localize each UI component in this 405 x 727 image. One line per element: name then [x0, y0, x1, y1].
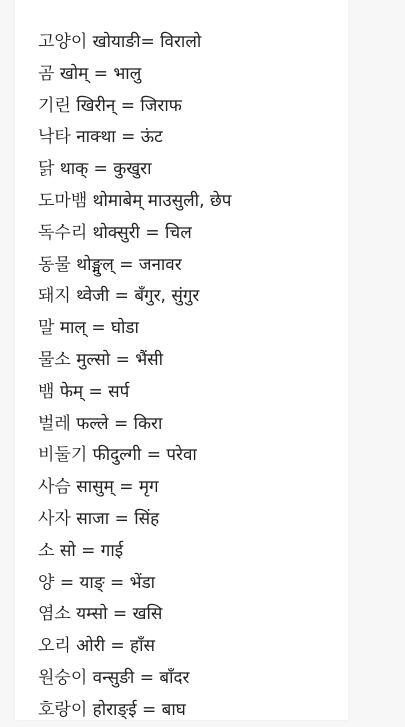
vocab-item: 말 माल् = घोडा: [38, 318, 139, 339]
vocab-item: 원숭이 वन्सुङी = बाँदर: [38, 667, 190, 688]
vocab-item: 벌레 फल्ले = किरा: [38, 413, 163, 434]
vocab-item: 물소 मुल्सो = भैंसी: [38, 349, 164, 370]
vocab-item: 기린 खिरीन् = जिराफ: [38, 95, 182, 116]
vocab-item: 염소 यम्सो = खसि: [38, 604, 163, 625]
vocab-item: 동물 थोङ्मुल् = जनावर: [38, 254, 182, 275]
vocab-item: 오리 ओरी = हाँस: [38, 636, 155, 657]
document-page: [15, 0, 348, 720]
vocab-item: 낙타 नाक्था = ऊंट: [38, 127, 163, 148]
vocab-item: 비둘기 फीदुल्गी = परेवा: [38, 445, 197, 466]
vocab-item: 뱀 फेम् = सर्प: [38, 381, 130, 402]
vocab-item: 호랑이 होराङ्ई = बाघ: [38, 699, 186, 720]
vocab-item: 고양이 खोयाङी= विरालो: [38, 32, 202, 52]
vocab-item: 도마뱀 थोमाबेम् माउसुली, छेप: [38, 190, 232, 211]
vocab-item: 곰 खोम् = भालु: [38, 63, 142, 84]
vocab-item: 닭 थाक् = कुखुरा: [38, 159, 152, 180]
vocab-item: 소 सो = गाई: [38, 540, 124, 561]
vocab-item: 독수리 थोक्सुरी = चिल: [38, 222, 192, 243]
vocab-item: 양 = याङ् = भेंडा: [38, 572, 156, 593]
vocab-item: 돼지 थ्वेजी = बँगुर, सुंगुर: [38, 286, 200, 307]
vocab-item: 사자 साजा = सिंह: [38, 508, 160, 529]
vocab-item: 사슴 सासुम् = मृग: [38, 477, 159, 498]
vocabulary-list: [38, 27, 231, 727]
